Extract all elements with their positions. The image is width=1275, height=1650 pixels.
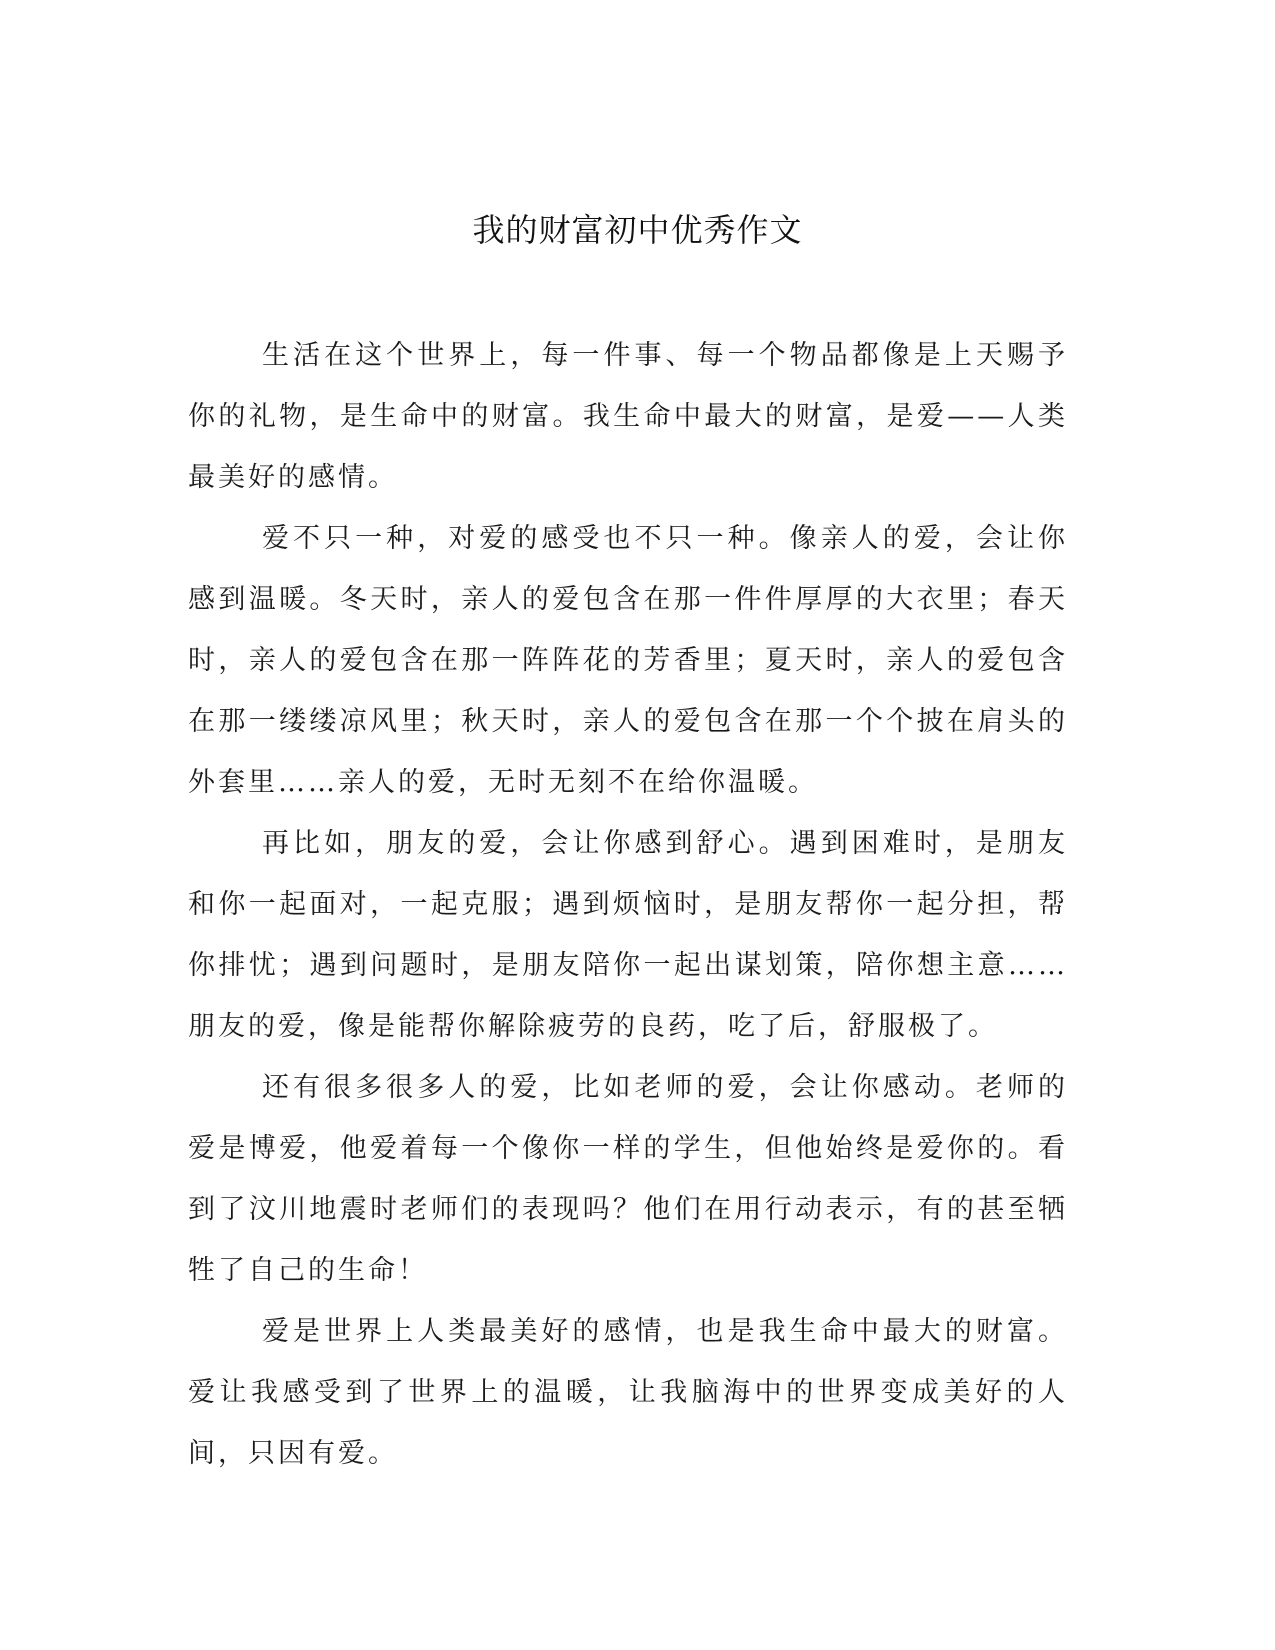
paragraph-4: 还有很多很多人的爱，比如老师的爱，会让你感动。老师的爱是博爱，他爱着每一个像你一样的学生，但他始终是爱你的。看到了汶川地震时老师们的表现吗？他们在用行动表示，有的甚至牺牲了自己的生命！: [188, 1072, 1068, 1286]
document-body: [188, 325, 1068, 1484]
paragraph-5: 爱是世界上人类最美好的感情，也是我生命中最大的财富。爱让我感受到了世界上的温暖，让我脑海中的世界变成美好的人间，只因有爱。: [188, 1316, 1068, 1469]
document-title: 我的财富初中优秀作文: [472, 211, 803, 249]
paragraph-2: 爱不只一种，对爱的感受也不只一种。像亲人的爱，会让你感到温暖。冬天时，亲人的爱包含在那一件件厚厚的大衣里；春天时，亲人的爱包含在那一阵阵花的芳香里；夏天时，亲人的爱包含在那一缕缕凉风里；秋天时，亲人的爱包含在那一个个披在肩头的外套里……亲人的爱，无时无刻不在给你温暖。: [188, 523, 1068, 798]
paragraph-3: 再比如，朋友的爱，会让你感到舒心。遇到困难时，是朋友和你一起面对，一起克服；遇到烦恼时，是朋友帮你一起分担，帮你排忧；遇到问题时，是朋友陪你一起出谋划策，陪你想主意……朋友的爱，像是能帮你解除疲劳的良药，吃了后，舒服极了。: [188, 828, 1068, 1042]
paragraph-1: 生活在这个世界上，每一件事、每一个物品都像是上天赐予你的礼物，是生命中的财富。我生命中最大的财富，是爱——人类最美好的感情。: [188, 340, 1068, 493]
